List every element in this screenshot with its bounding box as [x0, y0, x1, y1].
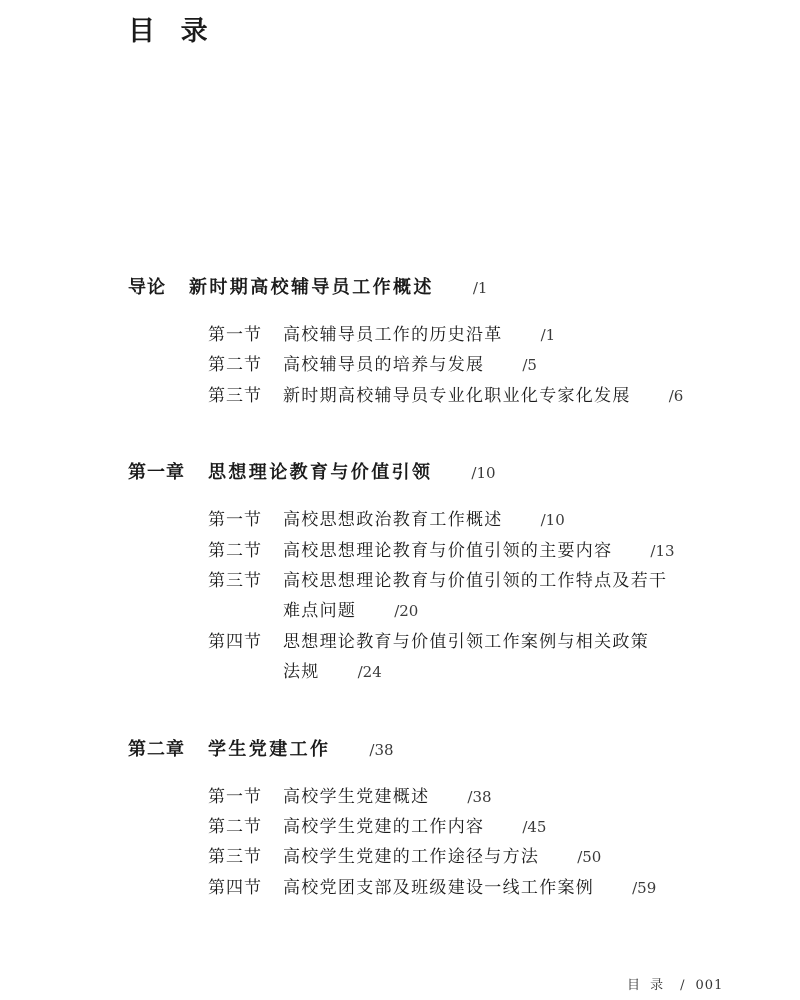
section-title [283, 566, 667, 627]
section-entry [208, 320, 683, 350]
section-entry [208, 812, 683, 842]
section-title-line [283, 505, 565, 535]
page-number: /38 [467, 787, 492, 806]
page-number: /20 [394, 602, 419, 621]
section-label: 第四节 [208, 631, 262, 652]
section-title [283, 350, 537, 380]
chapter-heading [128, 458, 683, 488]
section-title-text: 高校思想理论教育与价值引领的工作特点及若干 [283, 570, 668, 591]
section-entry [208, 381, 683, 411]
page-title: 目 录 [128, 16, 216, 47]
section-label: 第三节 [208, 570, 262, 591]
section-title-text: 法规 [283, 661, 320, 682]
section-label: 第一节 [208, 786, 262, 807]
page-number: /10 [471, 464, 496, 483]
toc-group-chapter-1 [128, 458, 683, 687]
section-title-text: 高校辅导员的培养与发展 [283, 355, 485, 376]
section-title [283, 505, 565, 535]
section-label: 第一节 [208, 325, 262, 345]
section-title-line [283, 812, 546, 842]
section-title-text: 高校学生党建的工作内容 [283, 816, 485, 837]
section-list [208, 782, 683, 903]
chapter-heading [128, 273, 683, 303]
section-title-text: 高校学生党建概述 [283, 786, 430, 807]
section-entry [208, 350, 683, 380]
section-entry [208, 627, 683, 688]
section-title [283, 873, 656, 903]
section-title-line [283, 627, 649, 657]
section-title-text: 高校思想政治教育工作概述 [283, 510, 503, 531]
footer-page-number: 001 [695, 978, 724, 993]
section-title-line [283, 782, 492, 812]
section-title-line [283, 350, 537, 380]
page-number: /1 [472, 279, 488, 297]
section-list [208, 505, 683, 687]
section-title-line [283, 842, 601, 872]
section-title [283, 320, 555, 350]
section-label: 第三节 [208, 847, 262, 868]
page-number: /5 [522, 356, 537, 375]
section-title [283, 536, 675, 566]
toc-group-introduction [128, 273, 683, 411]
footer-label: 目 录 [627, 978, 667, 993]
chapter-label: 第二章 [128, 738, 185, 760]
section-title [283, 842, 601, 872]
chapter-label: 第一章 [128, 462, 185, 484]
section-entry [208, 842, 683, 872]
section-label: 第二节 [208, 355, 262, 376]
section-title-line [283, 536, 675, 566]
page-number: /10 [540, 511, 565, 530]
section-entry [208, 566, 683, 627]
section-entry [208, 505, 683, 535]
section-title-line [283, 873, 656, 903]
section-title-text: 高校思想理论教育与价值引领的主要内容 [283, 540, 613, 561]
running-footer [627, 976, 723, 996]
section-entry [208, 536, 683, 566]
section-title [283, 782, 492, 812]
page-number: /13 [650, 541, 675, 560]
section-title-line [283, 596, 667, 626]
section-title-line [283, 657, 649, 687]
page-number: /45 [522, 817, 547, 836]
section-entry [208, 782, 683, 812]
section-title-text: 难点问题 [283, 601, 357, 622]
toc-group-chapter-2 [128, 735, 683, 903]
footer-separator: / [680, 978, 685, 993]
section-title-line [283, 566, 667, 596]
page-number: /1 [540, 326, 556, 344]
table-of-contents [128, 273, 683, 903]
section-label: 第二节 [208, 540, 262, 561]
section-title [283, 381, 683, 411]
chapter-title: 思想理论教育与价值引领 [208, 462, 433, 484]
section-title-text: 高校辅导员工作的历史沿革 [283, 325, 503, 345]
page-number: /59 [632, 878, 657, 897]
page-number: /24 [357, 662, 382, 681]
section-title-text: 高校党团支部及班级建设一线工作案例 [283, 877, 595, 898]
section-title-text: 新时期高校辅导员专业化职业化专家化发展 [283, 385, 631, 406]
section-title [283, 627, 649, 688]
section-label: 第二节 [208, 816, 262, 837]
section-title-line [283, 320, 555, 350]
chapter-label: 导论 [128, 277, 166, 298]
section-label: 第一节 [208, 510, 262, 531]
section-title-text: 思想理论教育与价值引领工作案例与相关政策 [283, 631, 649, 652]
section-title-text: 高校学生党建的工作途径与方法 [283, 847, 540, 868]
page-number: /38 [369, 740, 394, 759]
section-label: 第三节 [208, 385, 262, 406]
chapter-title: 学生党建工作 [208, 738, 331, 760]
section-label: 第四节 [208, 877, 262, 898]
chapter-title: 新时期高校辅导员工作概述 [189, 277, 434, 298]
section-entry [208, 873, 683, 903]
chapter-heading [128, 735, 683, 765]
section-title-line [283, 381, 683, 411]
page-number: /6 [668, 386, 684, 405]
section-list [208, 320, 683, 411]
section-title [283, 812, 546, 842]
page-number: /50 [577, 848, 602, 867]
